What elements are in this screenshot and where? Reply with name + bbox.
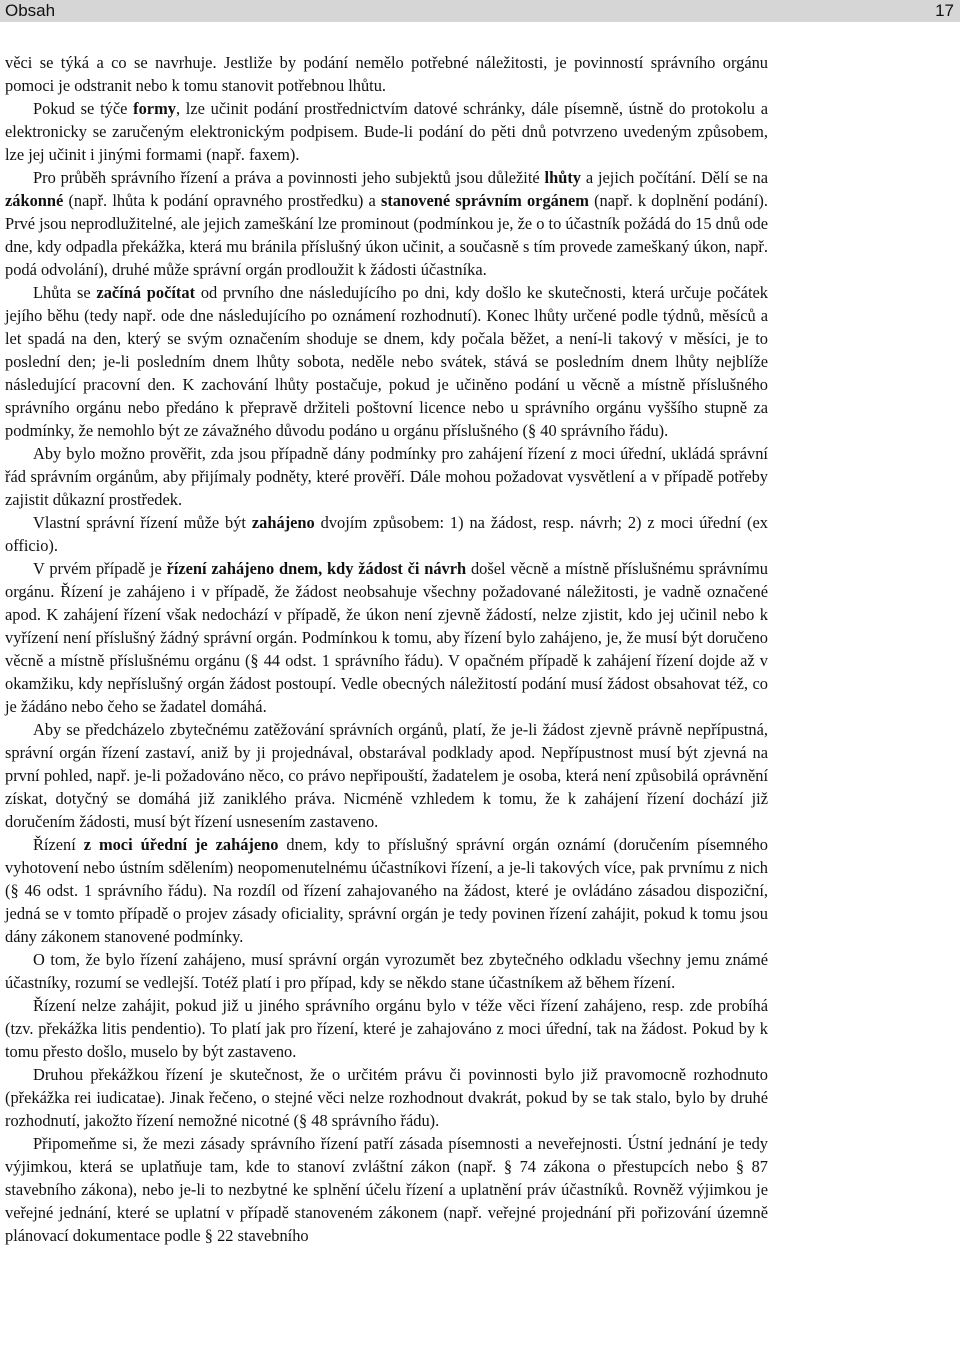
bold-term: stanovené správním orgánem [380, 191, 589, 210]
paragraph [5, 51, 768, 97]
bold-term: z moci úřední je zahájeno [83, 835, 279, 854]
text-run: Pro průběh správního řízení a práva a povinnosti jeho subjektů jsou důležité [33, 168, 545, 187]
paragraph [5, 1132, 768, 1247]
text-run: došel věcně a místně příslušnému správnímu orgánu. Řízení je zahájeno i v případě, že žádost neobsahuje všechny požadované náležitosti, je vadně označené apod. K zahájení řízení však nedochází v případě, že úkon není zjevně žádostí, nelze zjistit, kdo jej učinil nebo k vyřízení není příslušný žádný správní orgán. Podmínkou k tomu, aby řízení bylo zahájeno, je, že musí být doručeno věcně a místně příslušnému orgánu (§ 44 odst. 1 správního řádu). V opačném případě k zahájení řízení dojde až v okamžiku, kdy nepříslušný orgán žádost postoupí. Vedle obecných náležitostí podání musí žádost obsahovat též, co je žádáno nebo čeho se žadatel domáhá. [5, 559, 768, 716]
text-run: Druhou překážkou řízení je skutečnost, že o určitém právu či povinnosti bylo již pravomocně rozhodnuto (překážka rei iudicatae). Jinak řečeno, o stejné věci nelze rozhodnout dvakrát, pokud by se tak stalo, bylo by druhé rozhodnutí, jakožto řízení nemožné nicotné (§ 48 správního řádu). [5, 1065, 768, 1130]
bold-term: zákonné [5, 191, 64, 210]
paragraph [5, 511, 768, 557]
paragraph [5, 281, 768, 442]
text-run: V prvém případě je [33, 559, 167, 578]
bold-term: formy [133, 99, 176, 118]
bold-term: lhůty [544, 168, 581, 187]
text-run: Lhůta se [33, 283, 97, 302]
page-number: 17 [935, 1, 954, 20]
section-title: Obsah [5, 1, 56, 20]
paragraph [5, 833, 768, 948]
text-run: Pokud se týče [33, 99, 134, 118]
paragraph [5, 557, 768, 718]
text-run: Aby bylo možno prověřit, zda jsou případně dány podmínky pro zahájení řízení z moci úřední, ukládá správní řád správním orgánům, aby přijímaly podněty, které prověří. Dále mohou požadovat vysvětlení a v případě potřeby zajistit důkazní prostředek. [5, 444, 768, 509]
page-header [0, 0, 960, 22]
text-run: (např. lhůta k podání opravného prostředku) a [63, 191, 381, 210]
text-run: věci se týká a co se navrhuje. Jestliže by podání nemělo potřebné náležitosti, je povinností správního orgánu pomoci je odstranit nebo k tomu stanovit potřebnou lhůtu. [5, 53, 768, 95]
text-run: dvojím způsobem: 1) na žádost, resp. návrh; 2) z moci úřední (ex officio). [5, 513, 768, 555]
text-run: Řízení nelze zahájit, pokud již u jiného správního orgánu bylo v téže věci řízení zahájeno, resp. zde probíhá (tzv. překážka litis pendentio). To platí jak pro řízení, které je zahajováno z moci úřední, tak na žádost. Pokud by k tomu přesto došlo, muselo by být zastaveno. [5, 996, 768, 1061]
text-run: dnem, kdy to příslušný správní orgán oznámí (doručením písemného vyhotovení nebo ústním sdělením) neopomenutelnému účastníkovi řízení, a je-li takových více, pak prvnímu z nich (§ 46 odst. 1 správního řádu). Na rozdíl od řízení zahajovaného na žádost, které je ovládáno zásadou dispoziční, jedná se v tomto případě o projev zásady oficiality, správní orgán je tedy povinen řízení zahájit, pokud k tomu jsou dány zákonem stanovené podmínky. [5, 835, 768, 946]
paragraph [5, 442, 768, 511]
bold-term: začíná počítat [96, 283, 196, 302]
paragraph [5, 166, 768, 281]
bold-term: řízení zahájeno dnem, kdy žádost či návrh [166, 559, 467, 578]
document-body [5, 51, 768, 1247]
text-run: , lze učinit podání prostřednictvím datové schránky, dále písemně, ústně do protokolu a elektronicky se zaručeným elektronickým podpisem. Bude-li podání do pěti dnů potvrzeno uvedeným způsobem, lze jej učinit i jinými formami (např. faxem). [5, 99, 768, 164]
text-run: O tom, že bylo řízení zahájeno, musí správní orgán vyrozumět bez zbytečného odkladu všechny jemu známé účastníky, rozumí se vedlejší. Totéž platí i pro případ, kdy se někdo stane účastníkem až během řízení. [5, 950, 768, 992]
text-run: od prvního dne následujícího po dni, kdy došlo ke skutečnosti, která určuje počátek jejího běhu (tedy např. ode dne následujícího po oznámení rozhodnutí). Konec lhůty určené podle týdnů, měsíců a let spadá na den, který se svým označením shoduje se dnem, kdy počala běžet, a není-li takový v měsíci, je to poslední den; je-li posledním dnem lhůty sobota, neděle nebo svátek, stává se posledním dnem lhůty nejblíže následující pracovní den. K zachování lhůty postačuje, pokud je učiněno podání u věcně a místně příslušného správního orgánu nebo předáno k přepravě držiteli poštovní licence nebo u správního orgánu vyššího stupně za podmínky, že nemohlo být ze závažného důvodu podáno u orgánu příslušného (§ 40 správního řádu). [5, 283, 768, 440]
paragraph [5, 948, 768, 994]
paragraph [5, 994, 768, 1063]
paragraph [5, 97, 768, 166]
text-run: Řízení [33, 835, 84, 854]
text-run: Aby se předcházelo zbytečnému zatěžování správních orgánů, platí, že je-li žádost zjevně právně nepřípustná, správní orgán řízení zastaví, aniž by ji projednával, obstarával podklady apod. Nepřípustnost musí být zjevná na první pohled, např. je-li požadováno něco, co právo nepřipouští, žadatelem je osoba, která není způsobilá oprávnění získat, dotyčný se domáhá již zaniklého práva. Nicméně vzhledem k tomu, že k zahájení řízení dochází již doručením žádosti, musí být řízení usnesením zastaveno. [5, 720, 768, 831]
text-run: Připomeňme si, že mezi zásady správního řízení patří zásada písemnosti a neveřejnosti. Ústní jednání je tedy výjimkou, která se uplatňuje tam, kde to stanoví zvláštní zákon (např. § 74 zákona o přestupcích nebo § 87 stavebního zákona), nebo je-li to nezbytné ke splnění účelu řízení a uplatnění práv účastníků. Rovněž výjimkou je veřejné jednání, které se uplatní v případě stanoveném zákonem (např. veřejné projednání při pořizování územně plánovací dokumentace podle § 22 stavebního [5, 1134, 768, 1245]
text-run: (např. k doplnění podání). Prvé jsou neprodlužitelné, ale jejich zameškání lze prominout (podmínkou je, že o to účastník požádá do 15 dnů ode dne, kdy odpadla překážka, která mu bránila příslušný úkon učinit, a současně s tím provede zameškaný úkon, např. podá odvolání), druhé může správní orgán prodloužit k žádosti účastníka. [5, 191, 768, 279]
text-run: a jejich počítání. Dělí se na [580, 168, 768, 187]
paragraph [5, 718, 768, 833]
paragraph [5, 1063, 768, 1132]
bold-term: zahájeno [251, 513, 315, 532]
text-run: Vlastní správní řízení může být [33, 513, 252, 532]
